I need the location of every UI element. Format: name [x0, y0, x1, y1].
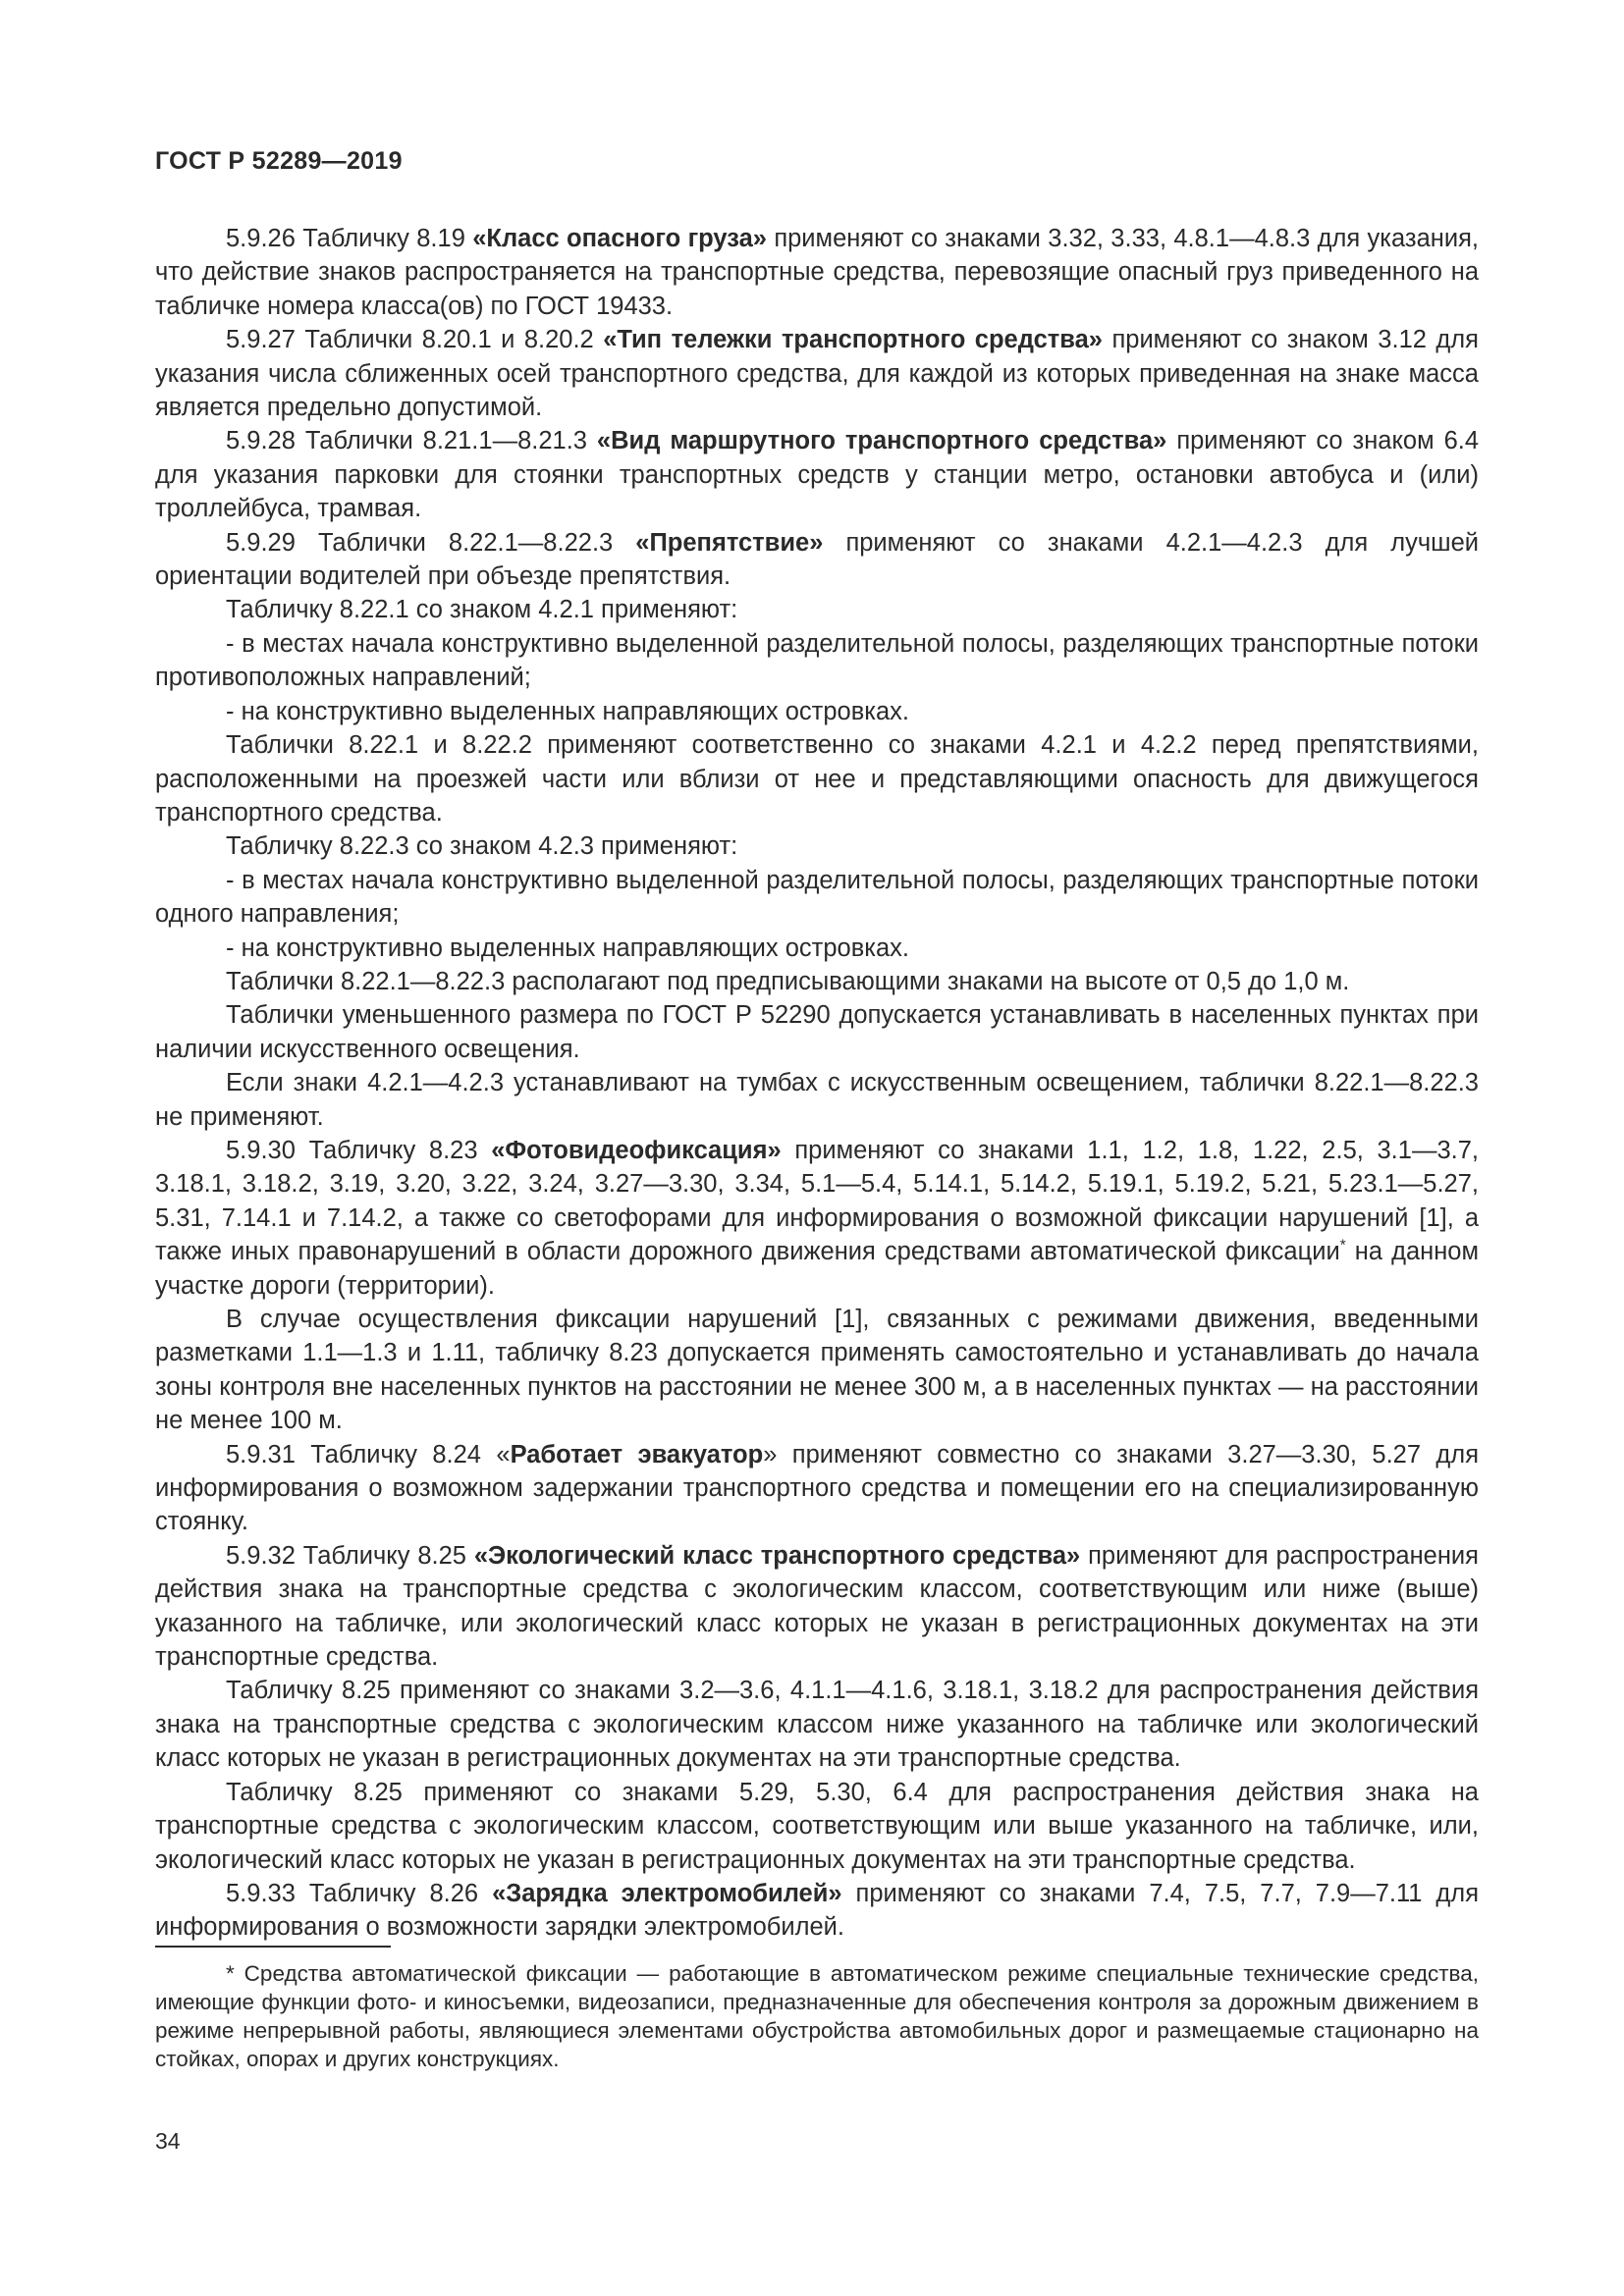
list-item: - в местах начала конструктивно выделенной разделительной полосы, разделяющих транспортные потоки противоположных направлений;: [155, 629, 1479, 692]
paragraph: Табличку 8.25 применяют со знаками 5.29, 5.30, 6.4 для распространения действия знака на транспортные средства с экологическим классом, соответствующим или выше указанного на табличке, или, экологический класс которых не указан в регистрационных документах на эти транспортные средства.: [155, 1778, 1479, 1874]
paragraph: Табличку 8.25 применяют со знаками 3.2—3.6, 4.1.1—4.1.6, 3.18.1, 3.18.2 для распространения действия знака на транспортные средства с экологическим классом ниже указанного на табличке или экологический класс которых не указан в регистрационных документах на эти транспортные средства.: [155, 1677, 1479, 1773]
footnote-text: * Средства автоматической фиксации — работающие в автоматическом режиме специальные технические средства, имеющие функции фото- и киносъемки, видеозаписи, предназначенные для обеспечения контроля за дорожным движением в режиме непрерывной работы, являющиеся элементами обустройства автомобильных дорог и размещаемые стационарно на стойках, опорах и других конструкциях.: [155, 1961, 1479, 2071]
document-body: [155, 222, 1479, 1945]
paragraph: Таблички 8.22.1—8.22.3 располагают под предписывающими знаками на высоте от 0,5 до 1,0 м.: [226, 967, 1350, 995]
footnote-divider: [155, 1946, 391, 1948]
paragraph: Таблички 8.22.1 и 8.22.2 применяют соответственно со знаками 4.2.1 и 4.2.2 перед препятствиями, расположенными на проезжей части или вблизи от нее и представляющими опасность для движущегося транспортного средства.: [155, 731, 1479, 827]
list-item: - на конструктивно выделенных направляющих островках.: [226, 934, 909, 962]
paragraph-5-9-30: 5.9.30 Табличку 8.23 «Фотовидеофиксация» применяют со знаками 1.1, 1.2, 1.8, 1.22, 2.5, 3.1—3.7, 3.18.1, 3.18.2, 3.19, 3.20, 3.22, 3.24, 3.27—3.30, 3.34, 5.1—5.4, 5.14.1, 5.14.2, 5.19.1, 5.19.2, 5.21, 5.23.1—5.27, 5.31, 7.14.1 и 7.14.2, а также со светофорами для информирования о возможной фиксации нарушений [1], а также иных правонарушений в области дорожного движения средствами автоматической фиксации* на данном участке дороги (территории).: [155, 1136, 1480, 1300]
paragraph: Если знаки 4.2.1—4.2.3 устанавливают на тумбах с искусственным освещением, таблички 8.22.1—8.22.3 не применяют.: [155, 1069, 1479, 1131]
paragraph-5-9-33: 5.9.33 Табличку 8.26 «Зарядка электромобилей» применяют со знаками 7.4, 7.5, 7.7, 7.9—7.11 для информирования о возможности зарядки электромобилей.: [155, 1879, 1479, 1942]
paragraph: В случае осуществления фиксации нарушений [1], связанных с режимами движения, введенными разметками 1.1—1.3 и 1.11, табличку 8.23 допускается применять самостоятельно и устанавливать до начала зоны контроля вне населенных пунктов на расстоянии не менее 300 м, а в населенных пунктах — на расстоянии не менее 100 м.: [155, 1306, 1479, 1435]
paragraph-5-9-27: 5.9.27 Таблички 8.20.1 и 8.20.2 «Тип тележки транспортного средства» применяют со знаком 3.12 для указания числа сближенных осей транспортного средства, для каждой из которых приведенная на знаке масса является предельно допустимой.: [155, 326, 1479, 422]
paragraph: Таблички уменьшенного размера по ГОСТ Р 52290 допускается устанавливать в населенных пунктах при наличии искусственного освещения.: [155, 1001, 1479, 1063]
list-item: - в местах начала конструктивно выделенной разделительной полосы, разделяющих транспортные потоки одного направления;: [155, 866, 1479, 929]
page-number: 34: [155, 2128, 181, 2154]
paragraph-5-9-32: 5.9.32 Табличку 8.25 «Экологический класс транспортного средства» применяют для распространения действия знака на транспортные средства с экологическим классом, соответствующим или ниже (выше) указанного на табличке, или экологический класс которых не указан в регистрационных документах на эти транспортные средства.: [155, 1541, 1479, 1672]
paragraph: Табличку 8.22.3 со знаком 4.2.3 применяют:: [226, 832, 738, 861]
paragraph-5-9-31: 5.9.31 Табличку 8.24 «Работает эвакуатор» применяют совместно со знаками 3.27—3.30, 5.27 для информирования о возможном задержании транспортного средства и помещении его на специализированную стоянку.: [155, 1440, 1479, 1536]
document-header: ГОСТ Р 52289—2019: [155, 147, 403, 175]
paragraph-5-9-29: 5.9.29 Таблички 8.22.1—8.22.3 «Препятствие» применяют со знаками 4.2.1—4.2.3 для лучшей ориентации водителей при объезде препятствия.: [155, 528, 1480, 591]
paragraph: Табличку 8.22.1 со знаком 4.2.1 применяют:: [226, 596, 738, 624]
paragraph-5-9-28: 5.9.28 Таблички 8.21.1—8.21.3 «Вид маршрутного транспортного средства» применяют со знаком 6.4 для указания парковки для стоянки транспортных средств у станции метро, остановки автобуса и (или) троллейбуса, трамвая.: [155, 427, 1480, 523]
footnote-marker: *: [1339, 1237, 1346, 1255]
paragraph-5-9-26: 5.9.26 Табличку 8.19 «Класс опасного груза» применяют со знаками 3.32, 3.33, 4.8.1—4.8.3 для указания, что действие знаков распространяется на транспортные средства, перевозящие опасный груз приведенного на табличке номера класса(ов) по ГОСТ 19433.: [155, 225, 1479, 320]
footnote: [155, 1959, 1479, 2073]
list-item: - на конструктивно выделенных направляющих островках.: [226, 697, 909, 725]
